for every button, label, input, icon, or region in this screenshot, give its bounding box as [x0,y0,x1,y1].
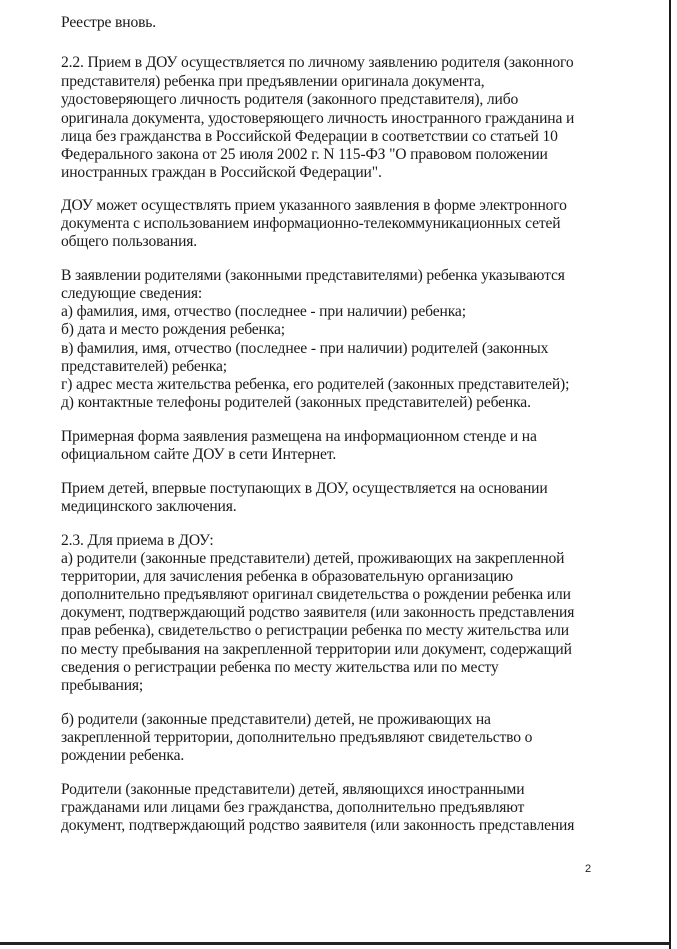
text-line: в) фамилия, имя, отчество (последнее - при наличии) родителей (законных [61,340,549,357]
text-line: официальном сайте ДОУ в сети Интернет. [61,446,337,463]
text-line: Родители (законные представители) детей, являющихся иностранными [61,781,525,798]
scan-right-edge [669,0,671,949]
scan-bottom-edge [0,942,671,945]
text-line: лица без гражданства в Российской Федерации в соответствии со статьей 10 [61,128,558,145]
text-line: 2.3. Для приема в ДОУ: [61,532,214,549]
text-line: б) родители (законные представители) детей, не проживающих на [61,711,491,728]
text-line: а) фамилия, имя, отчество (последнее - при наличии) ребенка; [61,303,466,320]
text-line: Реестре вновь. [61,14,157,31]
text-line: 2.2. Прием в ДОУ осуществляется по личному заявлению родителя (законного [61,54,574,71]
text-line: б) дата и место рождения ребенка; [61,321,285,338]
text-line: оригинала документа, удостоверяющего личность иностранного гражданина и [61,110,575,127]
text-line: удостоверяющего личность родителя (законного представителя), либо [61,91,519,108]
text-line: Примерная форма заявления размещена на информационном стенде и на [61,428,537,445]
text-line: пребывания; [61,677,144,694]
text-line: гражданами или лицами без гражданства, дополнительно предъявляют [61,799,525,816]
text-line: Прием детей, впервые поступающих в ДОУ, осуществляется на основании [61,480,548,497]
text-line: документ, подтверждающий родство заявителя (или законность представления [61,604,575,621]
text-line: дополнительно предъявляют оригинал свидетельства о рождении ребенка или [61,586,571,603]
text-line: представителя) ребенка при предъявлении оригинала документа, [61,73,485,90]
text-line: ДОУ может осуществлять прием указанного заявления в форме электронного [61,197,567,214]
page-number: 2 [585,863,592,875]
text-line: прав ребенка), свидетельство о регистрации ребенка по месту жительства или [61,622,569,639]
text-line: В заявлении родителями (законными представителями) ребенка указываются [61,267,565,284]
text-line: документа с использованием информационно-телекоммуникационных сетей [61,215,561,232]
text-line: рождении ребенка. [61,747,185,764]
text-line: а) родители (законные представители) детей, проживающих на закрепленной [61,550,565,567]
text-line: документ, подтверждающий родство заявителя (или законность представления [61,817,575,834]
text-line: медицинского заключения. [61,498,237,515]
text-line: территории, для зачисления ребенка в образовательную организацию [61,568,514,585]
text-line: д) контактные телефоны родителей (законных представителей) ребенка. [61,394,531,411]
text-line: следующие сведения: [61,285,203,302]
text-line: представителей) ребенка; [61,358,227,375]
text-line: г) адрес места жительства ребенка, его родителей (законных представителей); [61,376,570,393]
text-line: по месту пребывания на закрепленной территории или документ, содержащий [61,641,572,658]
text-line: Федерального закона от 25 июля 2002 г. N 115-ФЗ "О правовом положении [61,146,548,163]
text-line: сведения о регистрации ребенка по месту жительства или по месту [61,659,499,676]
text-line: общего пользования. [61,233,198,250]
text-line: иностранных граждан в Российской Федерации". [61,164,382,181]
text-line: закрепленной территории, дополнительно предъявляют свидетельство о [61,729,533,746]
